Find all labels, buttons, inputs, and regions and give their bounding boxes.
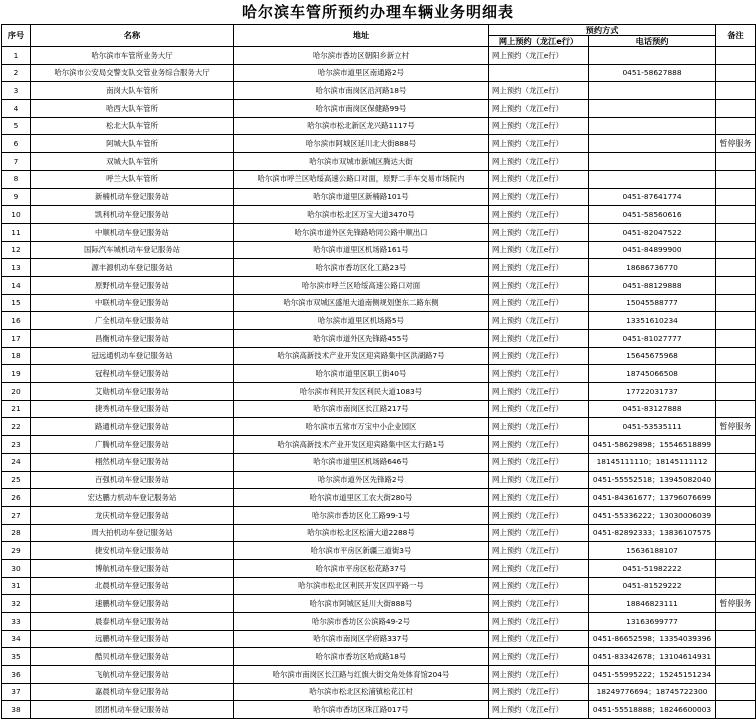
table-title: 哈尔滨车管所预约办理车辆业务明细表 (241, 3, 514, 21)
cell-phone-booking: 0451-55518888；18246600003 (589, 701, 716, 719)
cell-online-booking: 网上预约（龙江e行） (489, 683, 589, 701)
cell-seq: 9 (2, 188, 31, 206)
cell-name: 飞航机动车登记服务站 (31, 666, 234, 684)
cell-seq: 32 (2, 595, 31, 613)
cell-remark (716, 542, 756, 560)
cell-address: 哈尔滨市道里区机场路646号 (234, 453, 489, 471)
cell-phone-booking: 0451-83127888 (589, 400, 716, 418)
cell-online-booking: 网上预约（龙江e行） (489, 223, 589, 241)
cell-online-booking: 网上预约（龙江e行） (489, 294, 589, 312)
cell-remark (716, 312, 756, 330)
cell-address: 哈尔滨市利民开发区利民大道1083号 (234, 383, 489, 401)
cell-address: 哈尔滨市呼兰区哈绥高速公路口对面，原野二手车交易市场院内 (234, 170, 489, 188)
cell-seq: 19 (2, 365, 31, 383)
cell-address: 哈尔滨市香坊区哈成路18号 (234, 648, 489, 666)
cell-phone-booking: 0451-82892333；13836107575 (589, 524, 716, 542)
cell-name: 凯利机动车登记服务站 (31, 206, 234, 224)
cell-online-booking: 网上预约（龙江e行） (489, 365, 589, 383)
cell-online-booking: 网上预约（龙江e行） (489, 453, 589, 471)
cell-remark (716, 47, 756, 65)
cell-name: 栩然机动车登记服务站 (31, 453, 234, 471)
table-row (2, 365, 756, 383)
cell-address: 哈尔滨高新技术产业开发区迎宾路集中区洪湖路7号 (234, 347, 489, 365)
cell-address: 哈尔滨市香坊区化工路99-1号 (234, 506, 489, 524)
cell-online-booking: 网上预约（龙江e行） (489, 82, 589, 100)
cell-phone-booking: 18686736770 (589, 259, 716, 277)
cell-seq: 30 (2, 559, 31, 577)
cell-seq: 12 (2, 241, 31, 259)
cell-name: 博航机动车登记服务站 (31, 559, 234, 577)
cell-remark (716, 701, 756, 719)
cell-name: 哈尔滨市公安局交警支队交管业务综合服务大厅 (31, 64, 234, 82)
table-body (2, 47, 756, 719)
cell-name: 冠程机动车登记服务站 (31, 365, 234, 383)
cell-seq: 7 (2, 153, 31, 171)
cell-name: 团团机动车登记服务站 (31, 701, 234, 719)
table-row (2, 47, 756, 65)
cell-address: 哈尔滨市道外区先锋路2号 (234, 471, 489, 489)
cell-remark (716, 577, 756, 595)
cell-phone-booking: 0451-81529222 (589, 577, 716, 595)
cell-online-booking: 网上预约（龙江e行） (489, 383, 589, 401)
cell-remark: 暂停服务 (716, 595, 756, 613)
cell-phone-booking: 0451-83342678；13104614931 (589, 648, 716, 666)
cell-online-booking: 网上预约（龙江e行） (489, 436, 589, 454)
cell-seq: 33 (2, 613, 31, 631)
cell-remark (716, 206, 756, 224)
cell-name: 酷贝机动车登记服务站 (31, 648, 234, 666)
cell-online-booking: 网上预约（龙江e行） (489, 418, 589, 436)
table-row (2, 330, 756, 348)
cell-address: 哈尔滨市松北区万宝大道3470号 (234, 206, 489, 224)
cell-phone-booking (589, 100, 716, 118)
table-row (2, 100, 756, 118)
cell-seq: 24 (2, 453, 31, 471)
cell-seq: 2 (2, 64, 31, 82)
cell-remark (716, 276, 756, 294)
cell-address: 哈尔滨市平房区新疆三道街3号 (234, 542, 489, 560)
cell-seq: 23 (2, 436, 31, 454)
header-remark: 备注 (716, 25, 756, 47)
cell-online-booking: 网上预约（龙江e行） (489, 577, 589, 595)
cell-phone-booking: 18249776694；18745722300 (589, 683, 716, 701)
cell-remark (716, 153, 756, 171)
cell-name: 原野机动车登记服务站 (31, 276, 234, 294)
cell-phone-booking: 15636188107 (589, 542, 716, 560)
cell-name: 艾勋机动车登记服务站 (31, 383, 234, 401)
cell-phone-booking (589, 47, 716, 65)
cell-phone-booking: 0451-55995222；15245151234 (589, 666, 716, 684)
cell-online-booking: 网上预约（龙江e行） (489, 471, 589, 489)
cell-phone-booking: 18846823111 (589, 595, 716, 613)
table-row (2, 188, 756, 206)
cell-seq: 29 (2, 542, 31, 560)
cell-online-booking: 网上预约（龙江e行） (489, 666, 589, 684)
cell-name: 捷安机动车登记服务站 (31, 542, 234, 560)
table-row (2, 383, 756, 401)
table-row (2, 436, 756, 454)
cell-address: 哈尔滨市南岗区沿河路18号 (234, 82, 489, 100)
cell-address: 哈尔滨市南岗区长江路217号 (234, 400, 489, 418)
table-row (2, 117, 756, 135)
cell-remark (716, 117, 756, 135)
header-seq: 序号 (2, 25, 31, 47)
cell-online-booking: 网上预约（龙江e行） (489, 400, 589, 418)
cell-phone-booking (589, 135, 716, 153)
table-row (2, 648, 756, 666)
table-row (2, 613, 756, 631)
cell-name: 宏达鹏力机动车登记服务站 (31, 489, 234, 507)
cell-online-booking: 网上预约（龙江e行） (489, 347, 589, 365)
cell-name: 捷秀机动车登记服务站 (31, 400, 234, 418)
cell-seq: 36 (2, 666, 31, 684)
cell-name: 中顺机动车登记服务站 (31, 223, 234, 241)
cell-seq: 20 (2, 383, 31, 401)
cell-online-booking: 网上预约（龙江e行） (489, 188, 589, 206)
cell-address: 哈尔滨市阿城区延川北大街888号 (234, 135, 489, 153)
cell-online-booking: 网上预约（龙江e行） (489, 648, 589, 666)
cell-seq: 16 (2, 312, 31, 330)
cell-remark (716, 64, 756, 82)
cell-address: 哈尔滨市道里区机场路5号 (234, 312, 489, 330)
cell-remark (716, 400, 756, 418)
cell-seq: 10 (2, 206, 31, 224)
table-row (2, 135, 756, 153)
cell-phone-booking: 0451-58629898；15546518899 (589, 436, 716, 454)
table-row (2, 64, 756, 82)
cell-remark (716, 559, 756, 577)
cell-seq: 35 (2, 648, 31, 666)
cell-remark (716, 170, 756, 188)
cell-address: 哈尔滨市道里区工农大街280号 (234, 489, 489, 507)
table-row (2, 223, 756, 241)
cell-name: 周大拍机动车登记服务站 (31, 524, 234, 542)
cell-online-booking: 网上预约（龙江e行） (489, 613, 589, 631)
cell-seq: 28 (2, 524, 31, 542)
table-row (2, 524, 756, 542)
cell-phone-booking (589, 117, 716, 135)
cell-address: 哈尔滨市香坊区化工路23号 (234, 259, 489, 277)
cell-seq: 34 (2, 630, 31, 648)
cell-phone-booking: 17722031737 (589, 383, 716, 401)
cell-seq: 17 (2, 330, 31, 348)
cell-remark (716, 630, 756, 648)
cell-seq: 26 (2, 489, 31, 507)
cell-name: 松北大队车管所 (31, 117, 234, 135)
cell-name: 源丰源机动车登记服务站 (31, 259, 234, 277)
cell-online-booking: 网上预约（龙江e行） (489, 135, 589, 153)
cell-remark (716, 489, 756, 507)
cell-online-booking: 网上预约（龙江e行） (489, 170, 589, 188)
cell-seq: 6 (2, 135, 31, 153)
cell-address: 哈尔滨市道外区先锋路哈同公路中顺出口 (234, 223, 489, 241)
cell-phone-booking: 0451-53535111 (589, 418, 716, 436)
cell-phone-booking: 0451-55552518；13945082040 (589, 471, 716, 489)
table-row (2, 276, 756, 294)
table-row (2, 577, 756, 595)
cell-remark (716, 259, 756, 277)
cell-remark (716, 347, 756, 365)
cell-online-booking: 网上预约（龙江e行） (489, 241, 589, 259)
cell-phone-booking (589, 170, 716, 188)
table-row (2, 259, 756, 277)
cell-name: 路通机动车登记服务站 (31, 418, 234, 436)
cell-seq: 3 (2, 82, 31, 100)
cell-seq: 31 (2, 577, 31, 595)
cell-remark (716, 436, 756, 454)
cell-seq: 21 (2, 400, 31, 418)
cell-seq: 8 (2, 170, 31, 188)
appointment-table (1, 24, 756, 719)
cell-phone-booking: 0451-82047522 (589, 223, 716, 241)
cell-name: 北晨机动车登记服务站 (31, 577, 234, 595)
cell-address: 哈尔滨市五常市万宝中小企业园区 (234, 418, 489, 436)
cell-address: 哈尔滨市松北区松浦镇松花江村 (234, 683, 489, 701)
cell-phone-booking (589, 82, 716, 100)
cell-remark (716, 223, 756, 241)
cell-phone-booking: 13163699777 (589, 613, 716, 631)
cell-address: 哈尔滨市南岗区长江路与红旗大街交角处体育馆204号 (234, 666, 489, 684)
table-row (2, 418, 756, 436)
cell-address: 哈尔滨市道里区南通路2号 (234, 64, 489, 82)
header-address: 地址 (234, 25, 489, 47)
cell-seq: 13 (2, 259, 31, 277)
cell-seq: 27 (2, 506, 31, 524)
cell-seq: 22 (2, 418, 31, 436)
table-row (2, 82, 756, 100)
table-row (2, 542, 756, 560)
cell-address: 哈尔滨市松北区利民开发区四平路一号 (234, 577, 489, 595)
cell-name: 晨泰机动车登记服务站 (31, 613, 234, 631)
cell-remark (716, 188, 756, 206)
table-row (2, 683, 756, 701)
cell-address: 哈尔滨市香坊区公滨路49-2号 (234, 613, 489, 631)
cell-name: 双城大队车管所 (31, 153, 234, 171)
cell-name: 冠远通机动车登记服务站 (31, 347, 234, 365)
cell-seq: 25 (2, 471, 31, 489)
cell-address: 哈尔滨市平房区松花路37号 (234, 559, 489, 577)
table-row (2, 347, 756, 365)
cell-seq: 38 (2, 701, 31, 719)
cell-phone-booking: 18745066508 (589, 365, 716, 383)
cell-address: 哈尔滨市道里区新楠路101号 (234, 188, 489, 206)
cell-remark (716, 383, 756, 401)
table-row (2, 312, 756, 330)
cell-address: 哈尔滨市双城区盛旭大道南侧规划堡东二路东侧 (234, 294, 489, 312)
cell-online-booking: 网上预约（龙江e行） (489, 312, 589, 330)
cell-phone-booking: 0451-86652598；13354039396 (589, 630, 716, 648)
cell-name: 速鹏机动车登记服务站 (31, 595, 234, 613)
cell-phone-booking: 15645675968 (589, 347, 716, 365)
cell-remark (716, 506, 756, 524)
cell-address: 哈尔滨市道里区机场路161号 (234, 241, 489, 259)
cell-seq: 37 (2, 683, 31, 701)
table-row (2, 666, 756, 684)
cell-phone-booking: 18145111110；18145111112 (589, 453, 716, 471)
cell-phone-booking: 0451-58560616 (589, 206, 716, 224)
cell-online-booking: 网上预约（龙江e行） (489, 595, 589, 613)
cell-phone-booking: 0451-84361677；13796076699 (589, 489, 716, 507)
cell-online-booking: 网上预约（龙江e行） (489, 489, 589, 507)
cell-name: 南岗大队车管所 (31, 82, 234, 100)
cell-online-booking: 网上预约（龙江e行） (489, 330, 589, 348)
cell-name: 国际汽车城机动车登记服务站 (31, 241, 234, 259)
cell-seq: 15 (2, 294, 31, 312)
cell-remark (716, 666, 756, 684)
cell-phone-booking: 15045588777 (589, 294, 716, 312)
cell-online-booking: 网上预约（龙江e行） (489, 100, 589, 118)
table-row (2, 400, 756, 418)
header-phone: 电话预约 (589, 36, 716, 47)
cell-seq: 18 (2, 347, 31, 365)
cell-address: 哈尔滨市道里区职工街40号 (234, 365, 489, 383)
cell-online-booking: 网上预约（龙江e行） (489, 259, 589, 277)
table-row (2, 453, 756, 471)
cell-seq: 14 (2, 276, 31, 294)
cell-online-booking: 网上预约（龙江e行） (489, 630, 589, 648)
cell-online-booking: 网上预约（龙江e行） (489, 506, 589, 524)
cell-phone-booking: 0451-58627888 (589, 64, 716, 82)
table-row (2, 489, 756, 507)
cell-phone-booking: 13351610234 (589, 312, 716, 330)
table-row (2, 471, 756, 489)
cell-address: 哈尔滨市南岗区学府路337号 (234, 630, 489, 648)
cell-remark (716, 648, 756, 666)
cell-phone-booking: 0451-87641774 (589, 188, 716, 206)
cell-remark (716, 241, 756, 259)
cell-phone-booking (589, 153, 716, 171)
cell-phone-booking: 0451-88129888 (589, 276, 716, 294)
cell-remark: 暂停服务 (716, 135, 756, 153)
cell-name: 百强机动车登记服务站 (31, 471, 234, 489)
header-online: 网上预约（龙江e行） (489, 36, 589, 47)
cell-remark (716, 613, 756, 631)
table-row (2, 241, 756, 259)
cell-address: 哈尔滨市松北新区龙兴路1117号 (234, 117, 489, 135)
cell-address: 哈尔滨市南岗区保健路99号 (234, 100, 489, 118)
header-name: 名称 (31, 25, 234, 47)
cell-online-booking: 网上预约（龙江e行） (489, 117, 589, 135)
cell-online-booking (489, 64, 589, 82)
header-booking: 预约方式 (489, 25, 716, 36)
cell-online-booking: 网上预约（龙江e行） (489, 47, 589, 65)
cell-name: 广全机动车登记服务站 (31, 312, 234, 330)
cell-seq: 5 (2, 117, 31, 135)
table-row (2, 595, 756, 613)
table-row (2, 559, 756, 577)
cell-address: 哈尔滨市道外区先锋路455号 (234, 330, 489, 348)
cell-remark: 暂停服务 (716, 418, 756, 436)
cell-online-booking: 网上预约（龙江e行） (489, 559, 589, 577)
cell-address: 哈尔滨市呼兰区哈绥高速公路口对面 (234, 276, 489, 294)
cell-name: 哈尔滨市车管所业务大厅 (31, 47, 234, 65)
cell-online-booking: 网上预约（龙江e行） (489, 524, 589, 542)
cell-phone-booking: 0451-84899900 (589, 241, 716, 259)
cell-address: 哈尔滨市香坊区朝阳乡新立村 (234, 47, 489, 65)
cell-address: 哈尔滨市香坊区珠江路017号 (234, 701, 489, 719)
cell-remark (716, 100, 756, 118)
cell-remark (716, 453, 756, 471)
cell-online-booking: 网上预约（龙江e行） (489, 542, 589, 560)
cell-address: 哈尔滨市松北区松浦大道2288号 (234, 524, 489, 542)
cell-online-booking: 网上预约（龙江e行） (489, 153, 589, 171)
cell-remark (716, 365, 756, 383)
table-row (2, 294, 756, 312)
cell-name: 广腾机动车登记服务站 (31, 436, 234, 454)
cell-online-booking: 网上预约（龙江e行） (489, 206, 589, 224)
cell-remark (716, 294, 756, 312)
cell-remark (716, 471, 756, 489)
cell-name: 哈西大队车管所 (31, 100, 234, 118)
table-row (2, 153, 756, 171)
cell-phone-booking: 0451-81027777 (589, 330, 716, 348)
cell-name: 呼兰大队车管所 (31, 170, 234, 188)
table-row (2, 630, 756, 648)
cell-address: 哈尔滨市双城市新城区腾达大街 (234, 153, 489, 171)
cell-name: 龙庆机动车登记服务站 (31, 506, 234, 524)
cell-seq: 1 (2, 47, 31, 65)
cell-name: 昌衡机动车登记服务站 (31, 330, 234, 348)
cell-name: 嘉晨机动车登记服务站 (31, 683, 234, 701)
cell-remark (716, 524, 756, 542)
cell-address: 哈尔滨市阿城区延川大街888号 (234, 595, 489, 613)
cell-remark (716, 82, 756, 100)
cell-remark (716, 330, 756, 348)
cell-seq: 11 (2, 223, 31, 241)
cell-online-booking: 网上预约（龙江e行） (489, 276, 589, 294)
cell-phone-booking: 0451-55336222；13030006039 (589, 506, 716, 524)
cell-name: 中联机动车登记服务站 (31, 294, 234, 312)
table-row (2, 506, 756, 524)
table-row (2, 170, 756, 188)
cell-online-booking: 网上预约（龙江e行） (489, 701, 589, 719)
cell-remark (716, 683, 756, 701)
table-row (2, 206, 756, 224)
cell-name: 远鹏机动车登记服务站 (31, 630, 234, 648)
table-row (2, 701, 756, 719)
cell-address: 哈尔滨高新技术产业开发区迎宾路集中区太行路1号 (234, 436, 489, 454)
cell-phone-booking: 0451-51982222 (589, 559, 716, 577)
cell-name: 阿城大队车管所 (31, 135, 234, 153)
cell-seq: 4 (2, 100, 31, 118)
cell-name: 新楠机动车登记服务站 (31, 188, 234, 206)
